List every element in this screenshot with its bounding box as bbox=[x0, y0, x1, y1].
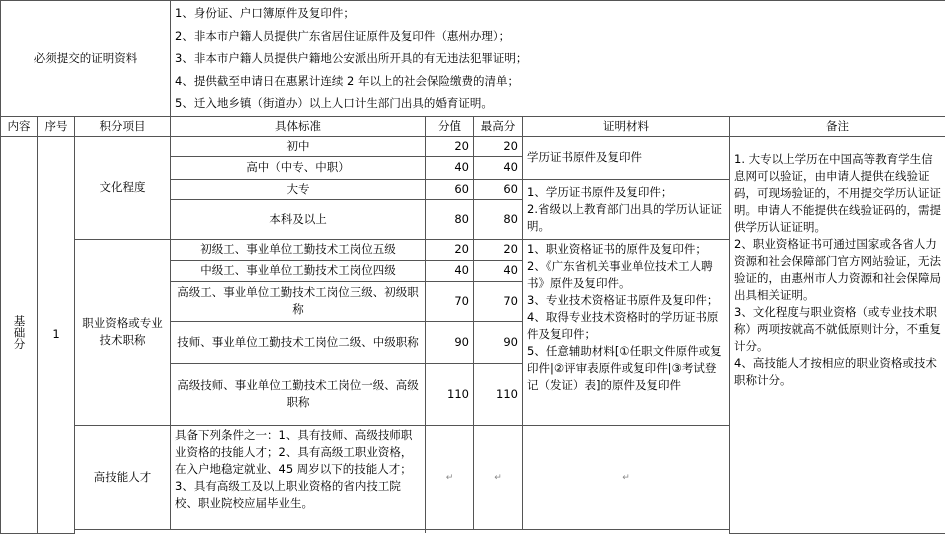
skill-material-item: 3、专业技术资格证书原件及复印件； bbox=[527, 292, 719, 307]
skill-criteria: 高级工、事业单位工勤技术工岗位三级、初级职称 bbox=[171, 281, 426, 321]
skill-max: 40 bbox=[474, 260, 523, 281]
edu-label: 文化程度 bbox=[75, 136, 171, 239]
skill-max: 90 bbox=[474, 321, 523, 363]
skill-label: 职业资格或专业技术职称 bbox=[75, 239, 171, 425]
edu-max: 80 bbox=[474, 199, 523, 239]
spacer-cell bbox=[75, 529, 426, 533]
edu-material-item: 1、学历证书原件及复印件； bbox=[527, 184, 673, 199]
edu-score: 60 bbox=[426, 179, 474, 199]
skill-max: 70 bbox=[474, 281, 523, 321]
talent-materials bbox=[523, 425, 730, 529]
spacer-cell bbox=[426, 529, 730, 533]
skill-material-item: 2、《广东省机关事业单位技术工人聘书》原件及复印件。 bbox=[527, 258, 713, 290]
skill-score: 90 bbox=[426, 321, 474, 363]
skill-score: 70 bbox=[426, 281, 474, 321]
paragraph-mark: ↵ bbox=[494, 472, 502, 483]
skill-material-item: 4、取得专业技术资格时的学历证书原件及复印件； bbox=[527, 309, 719, 341]
seq-number: 1 bbox=[52, 327, 60, 341]
required-docs-row bbox=[1, 1, 945, 117]
skill-criteria: 初级工、事业单位工勤技术工岗位五级 bbox=[171, 239, 426, 260]
skill-criteria: 高级技师、事业单位工勤技术工岗位一级、高级职称 bbox=[171, 363, 426, 425]
remark-item: 1. 大专以上学历在中国高等教育学生信息网可以验证，由申请人提供在线验证码，可现场验证的，不用提交学历认证证明。申请人不能提供在线验证码的，需提供学历认证证明。 bbox=[734, 151, 941, 234]
skill-max: 110 bbox=[474, 363, 523, 425]
required-doc-item: 3、非本市户籍人员提供户籍地公安派出所开具的有无违法犯罪证明； bbox=[175, 51, 528, 65]
skill-criteria: 技师、事业单位工勤技术工岗位二级、中级职称 bbox=[171, 321, 426, 363]
required-doc-item: 5、迁入地乡镇（街道办）以上人口计生部门出具的婚育证明。 bbox=[175, 96, 493, 110]
required-doc-item: 2、非本市户籍人员提供广东省居住证原件及复印件（惠州办理）； bbox=[175, 28, 511, 43]
skill-material-item: 5、任意辅助材料[①任职文件原件或复印件|②评审表原件或复印件|③考试登记（发证）表]的原件及复印件 bbox=[527, 343, 722, 392]
edu-materials-a: 学历证书原件及复印件 bbox=[523, 136, 730, 179]
header-score: 分值 bbox=[426, 116, 474, 136]
edu-materials-b bbox=[523, 179, 730, 239]
content-category: 基础分 bbox=[12, 314, 27, 350]
paragraph-mark: ↵ bbox=[445, 472, 454, 483]
header-max: 最高分 bbox=[474, 116, 523, 136]
edu-max: 40 bbox=[474, 156, 523, 179]
talent-max bbox=[474, 425, 523, 529]
paragraph-mark: ↵ bbox=[622, 472, 630, 483]
table-row bbox=[1, 136, 945, 156]
edu-max: 60 bbox=[474, 179, 523, 199]
remark-item: 2、职业资格证书可通过国家或各省人力资源和社会保障部门官方网站验证，无法验证的，由惠州市人力资源和社会保障局出具相关证明。 bbox=[734, 236, 941, 302]
header-materials: 证明材料 bbox=[523, 116, 730, 136]
talent-criteria: 具备下列条件之一：1、具有技师、高级技师职业资格的技能人才；2、具有高级工职业资格，在入户地稳定就业、45 周岁以下的技能人才；3、具有高级工及以上职业资格的省内技工院校、职业院校应届毕业生。 bbox=[171, 425, 426, 529]
edu-criteria: 本科及以上 bbox=[171, 199, 426, 239]
header-row bbox=[1, 116, 945, 136]
header-seq: 序号 bbox=[38, 116, 75, 136]
header-content: 内容 bbox=[1, 116, 38, 136]
skill-materials bbox=[523, 239, 730, 425]
remarks-cell bbox=[730, 136, 945, 533]
header-criteria: 具体标准 bbox=[171, 116, 426, 136]
talent-score bbox=[426, 425, 474, 529]
header-item: 积分项目 bbox=[75, 116, 171, 136]
required-docs-label: 必须提交的证明资料 bbox=[1, 1, 171, 117]
skill-material-item: 1、职业资格证书的原件及复印件； bbox=[527, 241, 707, 256]
edu-score: 40 bbox=[426, 156, 474, 179]
seq-number-cell bbox=[38, 136, 75, 533]
edu-criteria: 初中 bbox=[171, 136, 426, 156]
edu-score: 20 bbox=[426, 136, 474, 156]
skill-score: 40 bbox=[426, 260, 474, 281]
edu-score: 80 bbox=[426, 199, 474, 239]
required-doc-item: 4、提供截至申请日在惠累计连续 2 年以上的社会保险缴费的清单； bbox=[175, 73, 519, 88]
remark-item: 3、文化程度与职业资格（或专业技术职称）两项按就高不就低原则计分，不重复计分。 bbox=[734, 304, 941, 353]
skill-score: 110 bbox=[426, 363, 474, 425]
edu-material-item: 2.省级以上教育部门出具的学历认证证明。 bbox=[527, 201, 722, 233]
remark-item: 4、高技能人才按相应的职业资格或技术职称计分。 bbox=[734, 355, 937, 387]
edu-criteria: 大专 bbox=[171, 179, 426, 199]
edu-max: 20 bbox=[474, 136, 523, 156]
skill-max: 20 bbox=[474, 239, 523, 260]
header-remarks: 备注 bbox=[730, 116, 945, 136]
talent-label: 高技能人才 bbox=[75, 425, 171, 529]
skill-score: 20 bbox=[426, 239, 474, 260]
required-docs-list bbox=[171, 1, 945, 117]
skill-criteria: 中级工、事业单位工勤技术工岗位四级 bbox=[171, 260, 426, 281]
content-category-cell bbox=[1, 136, 38, 533]
edu-criteria: 高中（中专、中职） bbox=[171, 156, 426, 179]
required-doc-item: 1、身份证、户口簿原件及复印件； bbox=[175, 6, 355, 20]
